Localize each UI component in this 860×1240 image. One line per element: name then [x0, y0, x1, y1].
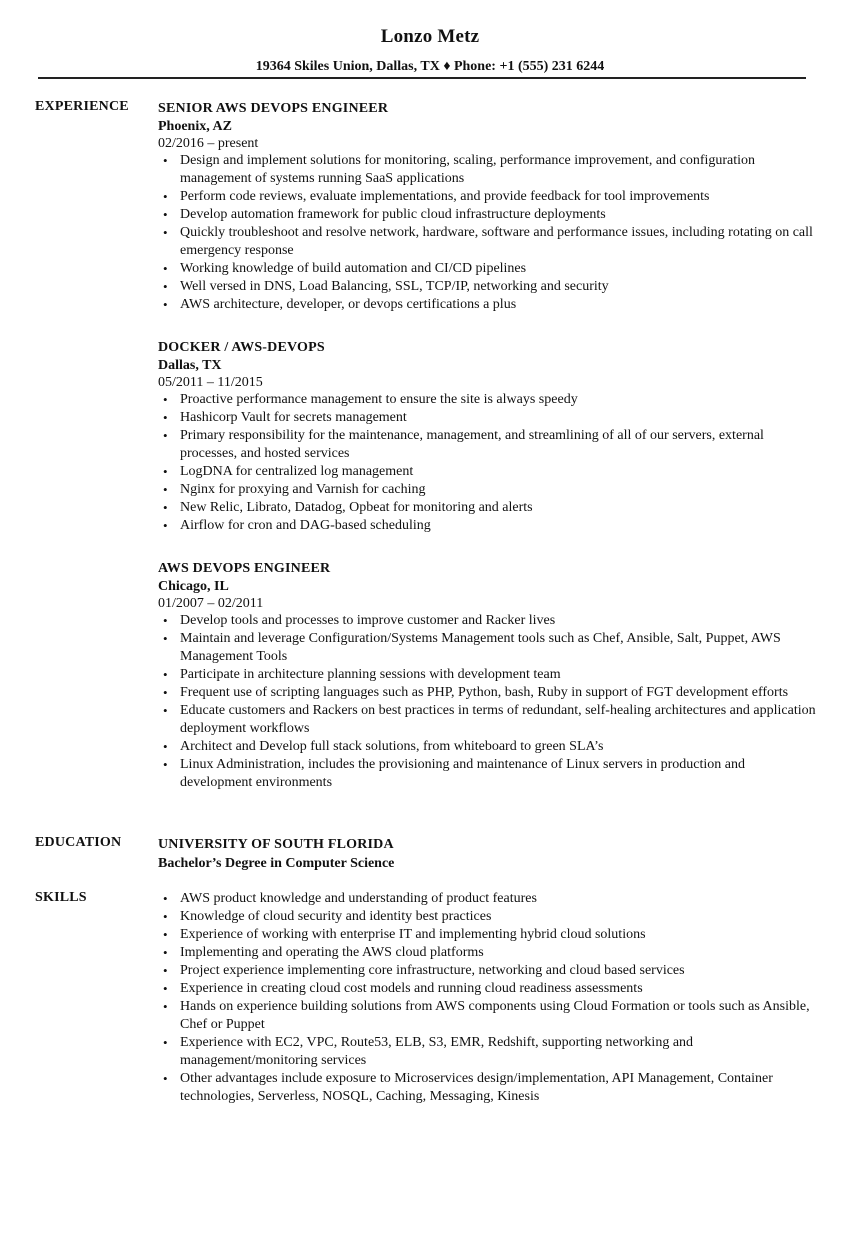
job-bullet: • Perform code reviews, evaluate implementations, and provide feedback for tool improvements: [158, 188, 818, 206]
job-bullet: • Frequent use of scripting languages such as PHP, Python, bash, Ruby in support of FGT development efforts: [158, 684, 818, 702]
job-location: Dallas, TX: [158, 358, 222, 373]
job-bullet: • Linux Administration, includes the provisioning and maintenance of Linux servers in production and development environments: [158, 756, 818, 792]
job-location: Phoenix, AZ: [158, 119, 232, 134]
job-bullet: • Maintain and leverage Configuration/Systems Management tools such as Chef, Ansible, Salt, Puppet, AWS Management Tools: [158, 630, 818, 666]
job-bullet: • Develop tools and processes to improve customer and Racker lives: [158, 612, 818, 630]
skill-item: • Other advantages include exposure to Microservices design/implementation, API Management, Container technologies, Serverless, NOSQL, Caching, Messaging, Kinesis: [158, 1070, 818, 1106]
job-dates: 02/2016 – present: [158, 136, 259, 151]
education-body: [158, 835, 818, 873]
job-bullet: • Well versed in DNS, Load Balancing, SSL, TCP/IP, networking and security: [158, 278, 818, 296]
job-title: AWS DEVOPS ENGINEER: [158, 561, 331, 576]
skills-list: [158, 890, 818, 1106]
skill-item: • Experience of working with enterprise IT and implementing hybrid cloud solutions: [158, 926, 818, 944]
job-bullets: [158, 391, 818, 535]
job-title: SENIOR AWS DEVOPS ENGINEER: [158, 101, 389, 116]
job-location: Chicago, IL: [158, 579, 229, 594]
skill-item: • Experience in creating cloud cost models and running cloud readiness assessments: [158, 980, 818, 998]
education-school: UNIVERSITY OF SOUTH FLORIDA: [158, 837, 394, 852]
section-label-experience: EXPERIENCE: [35, 99, 129, 114]
header-divider: [38, 77, 806, 79]
skill-item: • Project experience implementing core infrastructure, networking and cloud based services: [158, 962, 818, 980]
job-bullet: • Participate in architecture planning sessions with development team: [158, 666, 818, 684]
job-entry: [158, 559, 818, 792]
experience-body: [158, 99, 818, 816]
section-label-education: EDUCATION: [35, 835, 122, 850]
skill-item: • Implementing and operating the AWS cloud platforms: [158, 944, 818, 962]
job-bullet: • Nginx for proxying and Varnish for caching: [158, 481, 818, 499]
job-dates: 05/2011 – 11/2015: [158, 375, 263, 390]
contact-line: 19364 Skiles Union, Dallas, TX ♦ Phone: +1 (555) 231 6244: [255, 59, 605, 74]
job-bullets: [158, 612, 818, 792]
job-bullet: • Design and implement solutions for monitoring, scaling, performance improvement, and configuration management of systems running SaaS applications: [158, 152, 818, 188]
job-bullet: • Develop automation framework for public cloud infrastructure deployments: [158, 206, 818, 224]
job-bullet: • New Relic, Librato, Datadog, Opbeat for monitoring and alerts: [158, 499, 818, 517]
candidate-name: Lonzo Metz: [380, 26, 480, 47]
job-bullet: • Educate customers and Rackers on best practices in terms of redundant, self-healing architectures and application deployment workflows: [158, 702, 818, 738]
education-degree: Bachelor’s Degree in Computer Science: [158, 856, 395, 871]
job-bullet: • Proactive performance management to ensure the site is always speedy: [158, 391, 818, 409]
skills-body: [158, 890, 818, 1106]
section-label-skills: SKILLS: [35, 890, 87, 905]
job-bullet: • Hashicorp Vault for secrets management: [158, 409, 818, 427]
job-dates: 01/2007 – 02/2011: [158, 596, 264, 611]
job-bullets: [158, 152, 818, 314]
job-bullet: • LogDNA for centralized log management: [158, 463, 818, 481]
job-bullet: • Primary responsibility for the maintenance, management, and streamlining of all of our servers, external processes, and hosted services: [158, 427, 818, 463]
skill-item: • Hands on experience building solutions from AWS components using Cloud Formation or tools such as Ansible, Chef or Puppet: [158, 998, 818, 1034]
job-bullet: • Working knowledge of build automation and CI/CD pipelines: [158, 260, 818, 278]
job-entry: [158, 338, 818, 535]
job-bullet: • Quickly troubleshoot and resolve network, hardware, software and performance issues, including rotating on call emergency response: [158, 224, 818, 260]
skill-item: • Knowledge of cloud security and identity best practices: [158, 908, 818, 926]
job-bullet: • Architect and Develop full stack solutions, from whiteboard to green SLA’s: [158, 738, 818, 756]
skill-item: • AWS product knowledge and understanding of product features: [158, 890, 818, 908]
job-bullet: • AWS architecture, developer, or devops certifications a plus: [158, 296, 818, 314]
skill-item: • Experience with EC2, VPC, Route53, ELB, S3, EMR, Redshift, supporting networking and management/monitoring services: [158, 1034, 818, 1070]
job-entry: [158, 99, 818, 314]
job-title: DOCKER / AWS-DEVOPS: [158, 340, 325, 355]
job-bullet: • Airflow for cron and DAG-based scheduling: [158, 517, 818, 535]
